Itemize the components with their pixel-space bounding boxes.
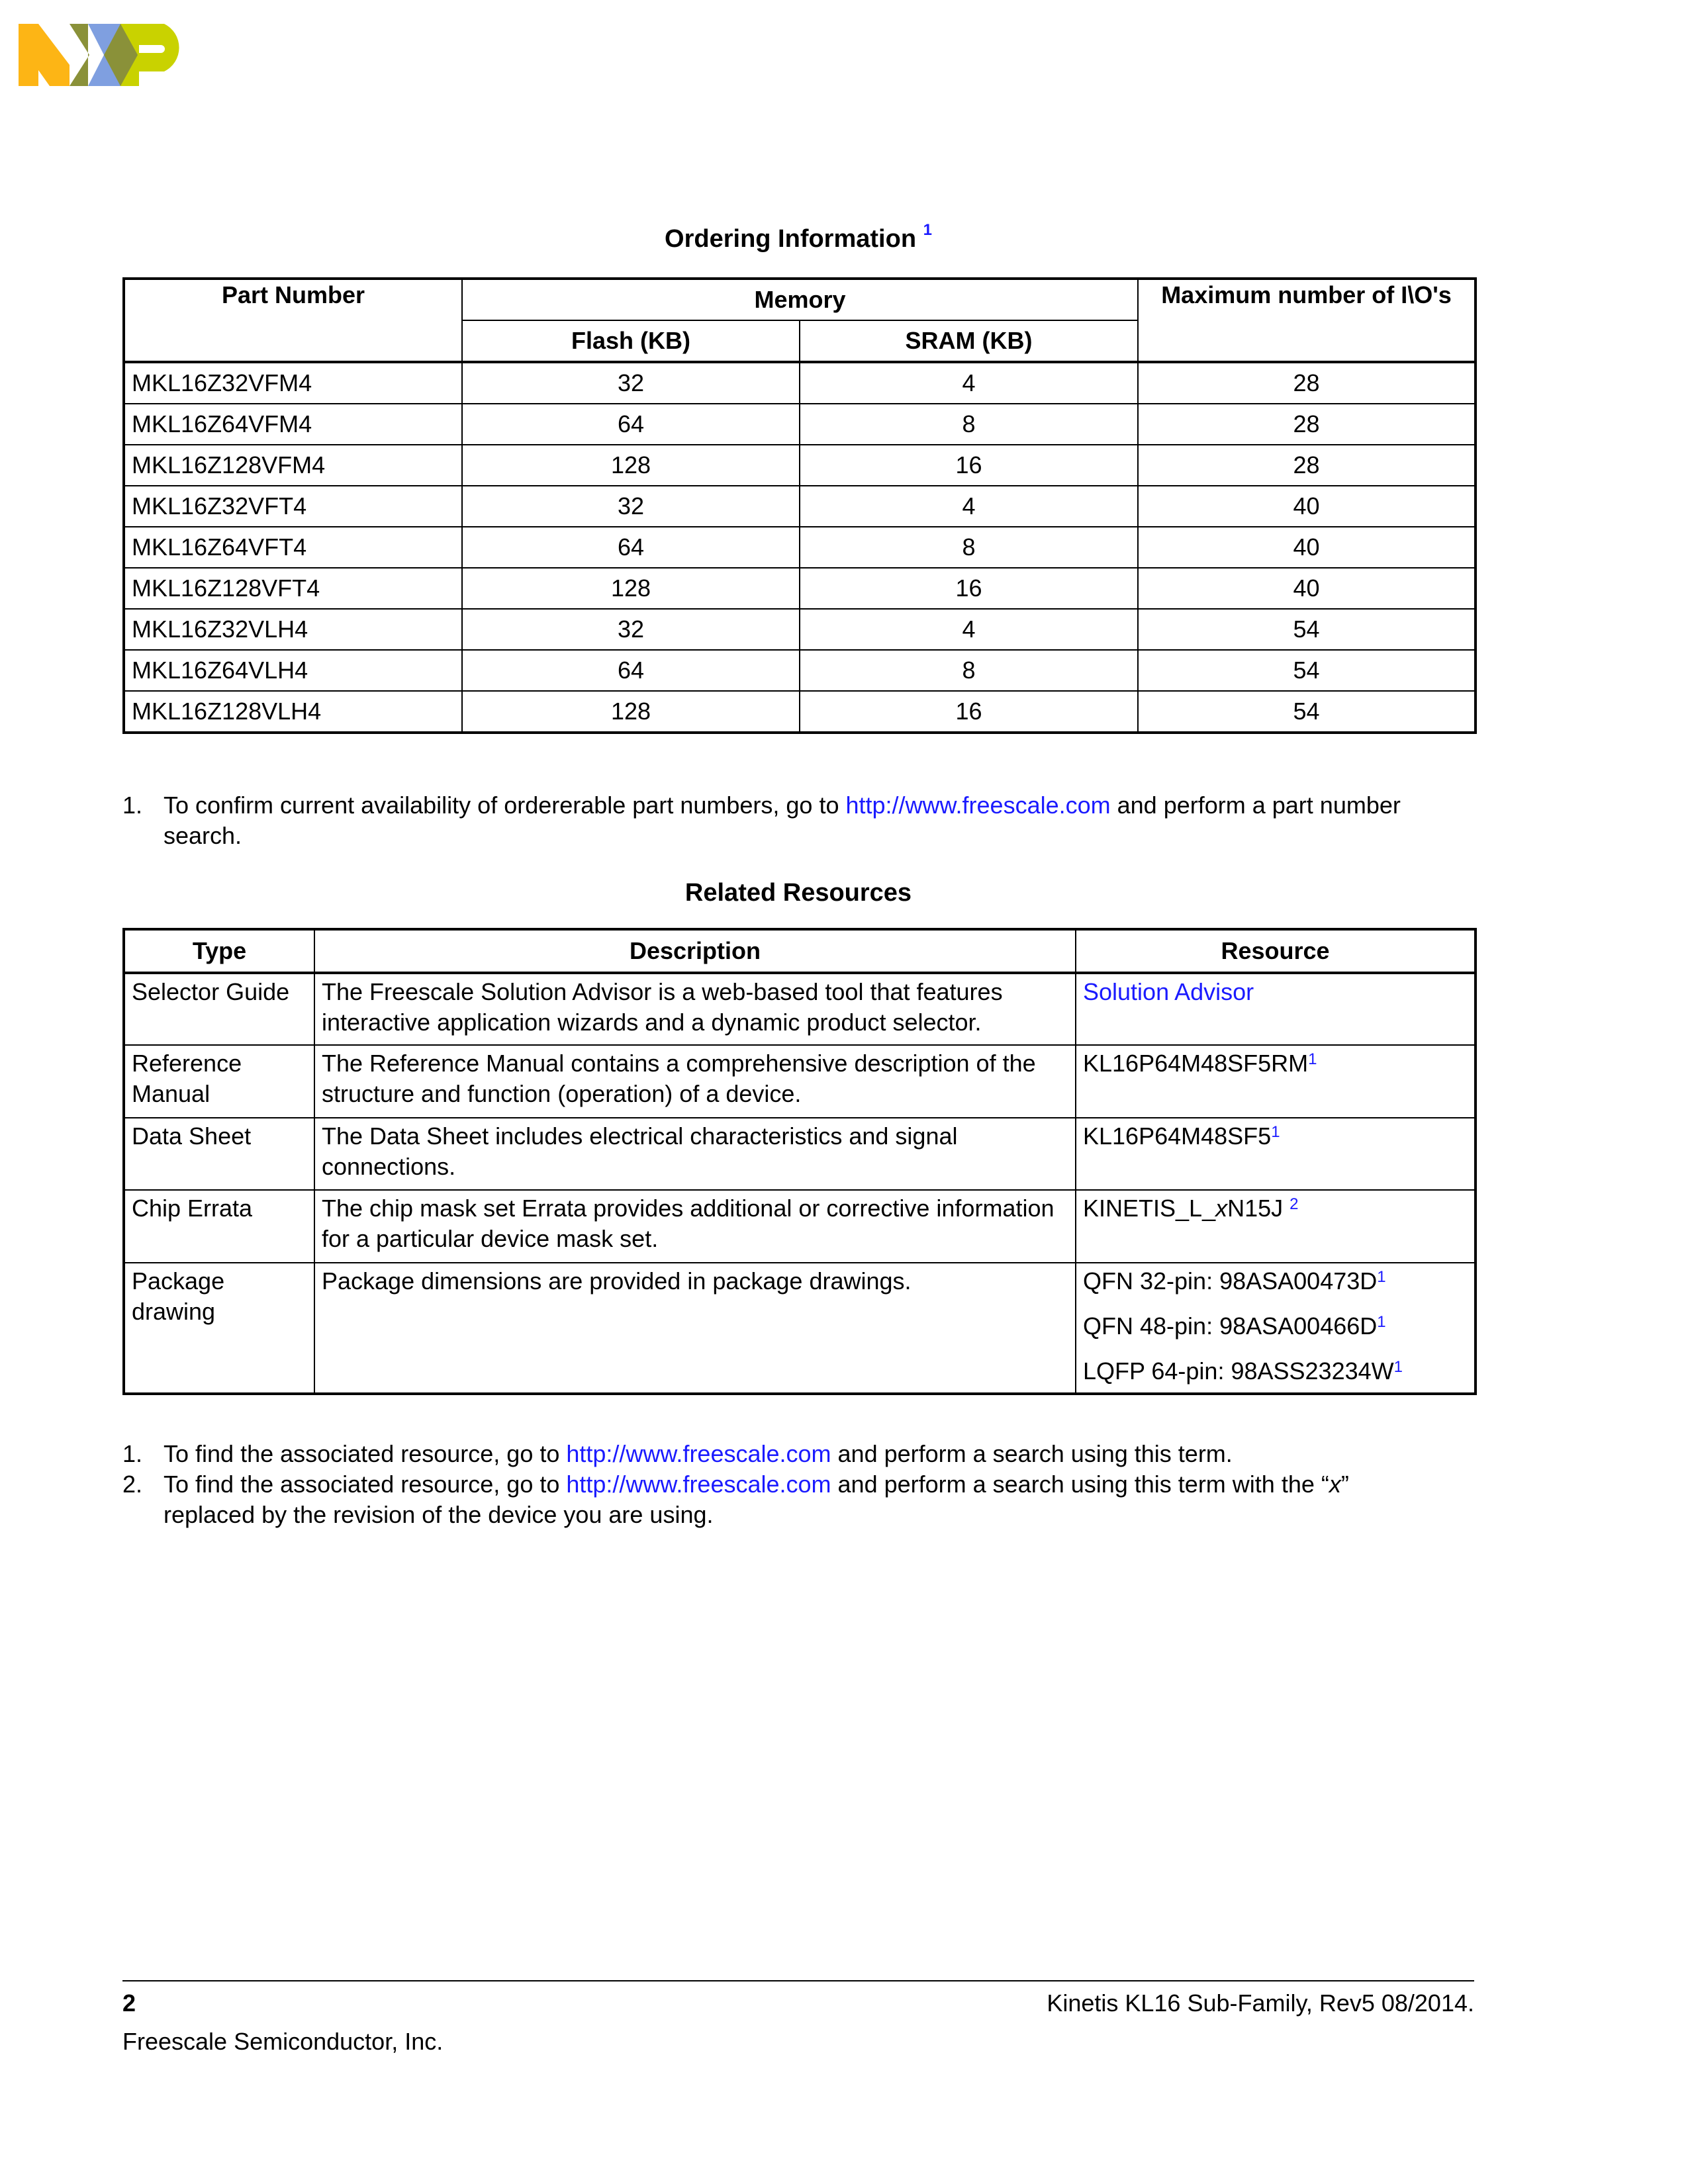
part-cell: MKL16Z128VFM4	[124, 445, 462, 486]
flash-cell: 64	[462, 404, 800, 445]
sram-cell: 8	[800, 650, 1138, 691]
table-row	[124, 1190, 1476, 1263]
freescale-link[interactable]: http://www.freescale.com	[566, 1471, 831, 1498]
resources-footnote-2	[122, 1469, 1474, 1530]
footnote-text: and perform a search using this term.	[831, 1440, 1233, 1467]
resources-table	[122, 928, 1477, 1395]
footnote-text: To find the associated resource, go to	[164, 1440, 567, 1467]
footnote-number: 2.	[122, 1471, 143, 1498]
page-number: 2	[122, 1989, 136, 2017]
footnote-text: and perform a part number search.	[164, 792, 1401, 849]
table-row	[124, 691, 1476, 733]
footnote-ref: 1	[1377, 1313, 1386, 1331]
footnote-ref: 1	[1308, 1050, 1317, 1068]
table-row	[124, 486, 1476, 527]
description-cell: The Reference Manual contains a comprehensive description of the structure and function (operation) of a device.	[314, 1045, 1076, 1118]
description-cell: The Freescale Solution Advisor is a web-based tool that features interactive application wizards and a dynamic product selector.	[314, 973, 1076, 1045]
footnote-ref: 1	[923, 221, 932, 239]
sram-cell: 8	[800, 527, 1138, 568]
table-row	[124, 568, 1476, 609]
sram-cell: 16	[800, 568, 1138, 609]
table-row	[124, 527, 1476, 568]
freescale-link[interactable]: http://www.freescale.com	[845, 792, 1111, 819]
part-cell: MKL16Z128VFT4	[124, 568, 462, 609]
resource-text: QFN 32-pin: 98ASA00473D	[1083, 1267, 1378, 1295]
resource-text: KL16P64M48SF5	[1083, 1122, 1272, 1150]
sram-cell: 8	[800, 404, 1138, 445]
header-memory: Memory	[462, 279, 1138, 320]
header-part-number: Part Number	[124, 279, 462, 362]
table-row	[124, 609, 1476, 650]
sram-cell: 16	[800, 445, 1138, 486]
table-row	[124, 362, 1476, 404]
footnote-number: 1.	[122, 1440, 143, 1467]
resource-cell	[1076, 1263, 1476, 1394]
description-cell: The chip mask set Errata provides additional or corrective information for a particular device mask set.	[314, 1190, 1076, 1263]
io-cell: 28	[1138, 362, 1476, 404]
part-cell: MKL16Z32VFT4	[124, 486, 462, 527]
io-cell: 54	[1138, 609, 1476, 650]
table-row	[124, 973, 1476, 1045]
io-cell: 40	[1138, 486, 1476, 527]
header-resource: Resource	[1076, 929, 1476, 973]
footnote-ref: 1	[1377, 1268, 1386, 1286]
solution-advisor-link[interactable]: Solution Advisor	[1083, 978, 1254, 1005]
resource-text: x	[1215, 1195, 1228, 1222]
resource-cell	[1076, 1118, 1476, 1190]
footnote-ref: 2	[1289, 1195, 1299, 1213]
header-type: Type	[124, 929, 314, 973]
io-cell: 40	[1138, 527, 1476, 568]
flash-cell: 128	[462, 691, 800, 733]
resource-text: N15J	[1227, 1195, 1290, 1222]
sram-cell: 16	[800, 691, 1138, 733]
ordering-footnote	[122, 790, 1474, 851]
io-cell: 28	[1138, 445, 1476, 486]
ordering-title: Ordering Information $^1$	[665, 221, 932, 253]
type-cell: Selector Guide	[124, 973, 314, 1045]
part-cell: MKL16Z32VFM4	[124, 362, 462, 404]
table-row	[124, 1045, 1476, 1118]
flash-cell: 64	[462, 650, 800, 691]
nxp-logo	[19, 24, 191, 86]
type-cell: Package drawing	[124, 1263, 314, 1394]
description-cell: The Data Sheet includes electrical characteristics and signal connections.	[314, 1118, 1076, 1190]
part-cell: MKL16Z64VFM4	[124, 404, 462, 445]
flash-cell: 32	[462, 362, 800, 404]
flash-cell: 64	[462, 527, 800, 568]
flash-cell: 32	[462, 486, 800, 527]
resource-text: QFN 48-pin: 98ASA00466D	[1083, 1312, 1378, 1340]
description-cell: Package dimensions are provided in package drawings.	[314, 1263, 1076, 1394]
flash-cell: 128	[462, 568, 800, 609]
ordering-table	[122, 277, 1477, 734]
io-cell: 40	[1138, 568, 1476, 609]
type-cell: Chip Errata	[124, 1190, 314, 1263]
footnote-text: To confirm current availability of ordererable part numbers, go to	[164, 792, 846, 819]
table-row	[124, 1263, 1476, 1394]
footnote-number: 1.	[122, 792, 143, 819]
resource-cell	[1076, 1045, 1476, 1118]
type-cell: Data Sheet	[124, 1118, 314, 1190]
table-row	[124, 404, 1476, 445]
part-cell: MKL16Z64VFT4	[124, 527, 462, 568]
flash-cell: 128	[462, 445, 800, 486]
resource-text: KINETIS_L_	[1083, 1195, 1216, 1222]
io-cell: 54	[1138, 650, 1476, 691]
resource-text: LQFP 64-pin: 98ASS23234W	[1083, 1357, 1394, 1385]
io-cell: 54	[1138, 691, 1476, 733]
footnote-text: ” replaced by the revision of the device you are using.	[164, 1471, 1349, 1528]
header-max-io: Maximum number of I\O's	[1138, 279, 1476, 362]
resources-footnote-1	[122, 1439, 1474, 1469]
header-sram: SRAM (KB)	[800, 320, 1138, 362]
freescale-link[interactable]: http://www.freescale.com	[566, 1440, 831, 1467]
footnote-ref: 1	[1393, 1358, 1403, 1376]
part-cell: MKL16Z128VLH4	[124, 691, 462, 733]
header-description: Description	[314, 929, 1076, 973]
footer-rule	[122, 1980, 1474, 1981]
type-cell: Reference Manual	[124, 1045, 314, 1118]
table-row	[124, 445, 1476, 486]
table-row	[124, 1118, 1476, 1190]
sram-cell: 4	[800, 609, 1138, 650]
sram-cell: 4	[800, 486, 1138, 527]
part-cell: MKL16Z64VLH4	[124, 650, 462, 691]
document-title: Kinetis KL16 Sub-Family, Rev5 08/2014.	[1047, 1989, 1474, 2017]
io-cell: 28	[1138, 404, 1476, 445]
header-flash: Flash (KB)	[462, 320, 800, 362]
footnote-text: To find the associated resource, go to	[164, 1471, 567, 1498]
company-name: Freescale Semiconductor, Inc.	[122, 2028, 444, 2055]
resource-text: KL16P64M48SF5RM	[1083, 1050, 1309, 1077]
footnote-text: and perform a search using this term with the “	[831, 1471, 1329, 1498]
part-cell: MKL16Z32VLH4	[124, 609, 462, 650]
sram-cell: 4	[800, 362, 1138, 404]
resources-title: Related Resources	[684, 879, 912, 907]
resource-cell	[1076, 1190, 1476, 1263]
table-row	[124, 650, 1476, 691]
footnote-text: x	[1329, 1471, 1341, 1498]
flash-cell: 32	[462, 609, 800, 650]
footnote-ref: 1	[1271, 1123, 1280, 1141]
